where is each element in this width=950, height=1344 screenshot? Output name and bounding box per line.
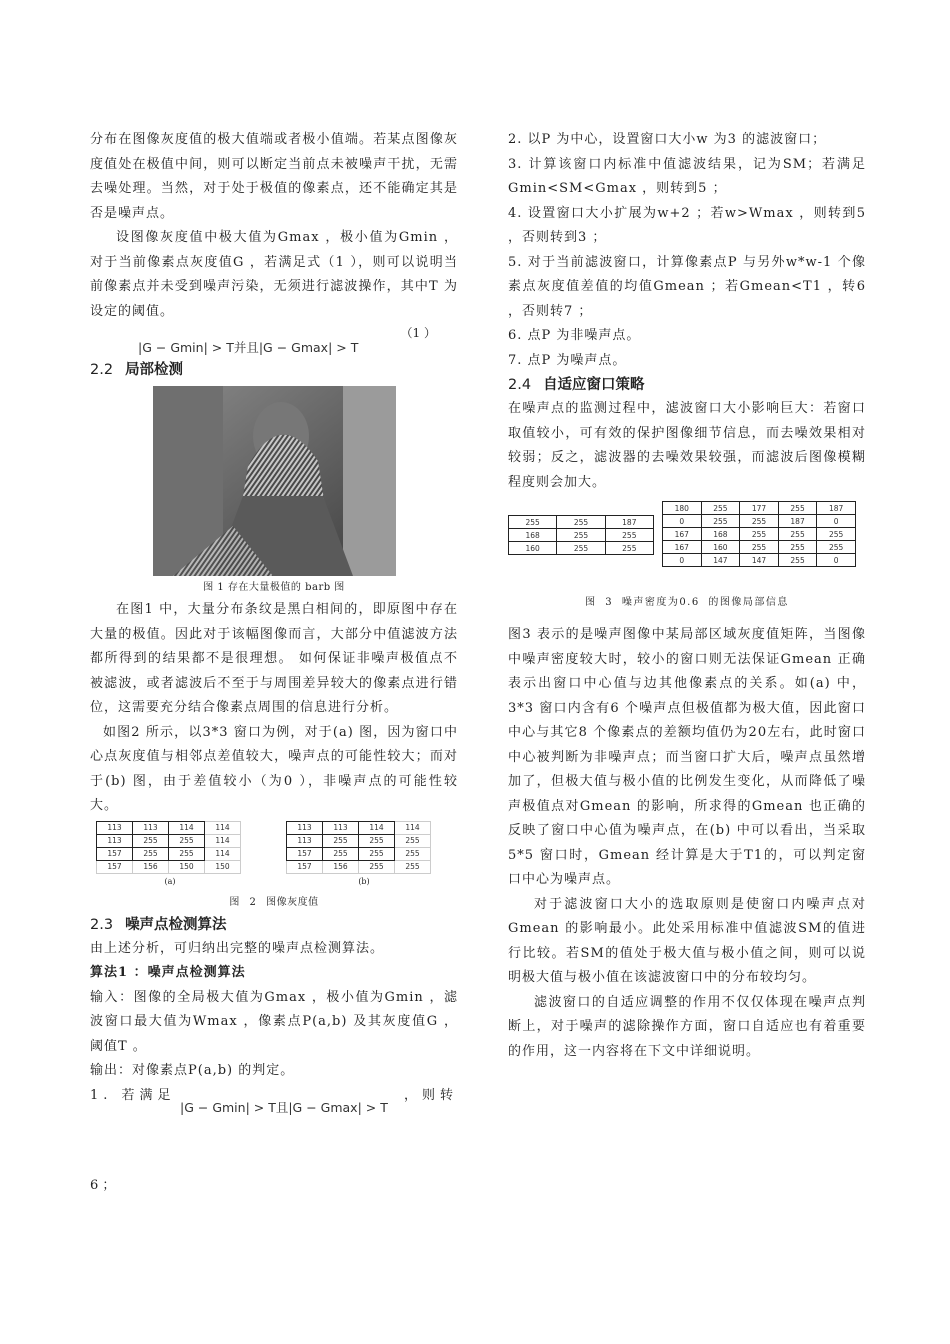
- paragraph: 滤波窗口的自适应调整的作用不仅仅体现在噪声点判断上，对于噪声的滤除操作方面，窗口自适应也有着重要的作用，这一内容将在下文中详细说明。: [508, 994, 866, 1059]
- grid-cell: 255: [817, 541, 856, 554]
- figure-3-caption: 图 3 噪声密度为0.6 的图像局部信息: [585, 597, 789, 608]
- grid-cell: 255: [395, 834, 431, 847]
- grid-cell: 113: [323, 821, 359, 834]
- grid-cell: 255: [778, 502, 817, 515]
- grid-cell: 187: [817, 502, 856, 515]
- grid-cell: 113: [133, 821, 169, 834]
- right-column: [508, 128, 866, 1064]
- formula: |G − Gmin| > T且|G − Gmax| > T: [180, 1099, 388, 1115]
- grid-cell: 255: [605, 529, 653, 542]
- algorithm-input: 输入：图像的全局极大值为Gmax ，极小值为Gmin ，滤波窗口最大值为Wmax ，像素点P(a,b) 及其灰度值G ，阈值T 。: [90, 989, 458, 1054]
- algorithm-title: 算法1 ：噪声点检测算法: [90, 965, 246, 980]
- paragraph: 设图像灰度值中极大值为Gmax ，极小值为Gmin ，对于当前像素点灰度值G ，若满足式（1 ），则可以说明当前像素点并未受到噪声污染，无须进行滤波操作，其中T 为设定的阈值。: [90, 230, 458, 319]
- paragraph: 在图1 中，大量分布条纹是黑白相间的，即原图中存在大量的极值。因此对于该幅图像而言，大部分中值滤波方法都所得到的结果都不是很理想。 如何保证非噪声极值点不被滤波，或者滤波后不至于与周围差异较大的像素点进行错位，这需要充分结合像素点周围的信息进行分析。: [90, 602, 458, 715]
- step-text: ，则转: [403, 1087, 458, 1103]
- algorithm-step: 5. 对于当前滤波窗口，计算像素点P 与另外w*w-1 个像素点灰度值差值的均值Gmean ；若Gmean<T1 ，转6 ，否则转7 ；: [508, 254, 866, 319]
- grid-cell: 255: [323, 834, 359, 847]
- grid-b: [286, 821, 431, 874]
- figure-2: [90, 821, 458, 893]
- paragraph: 由上述分析，可归纳出完整的噪声点检测算法。: [90, 940, 385, 956]
- grid-cell: 255: [557, 516, 605, 529]
- grid-cell: 160: [701, 541, 740, 554]
- barb-image: [153, 386, 396, 576]
- grid-cell: 147: [740, 554, 779, 567]
- paragraph: 对于滤波窗口大小的选取原则是使窗口内噪声点对Gmean 的影响最小。此处采用标准中值滤波SM的值进行比较。若SM的值处于极大值与极小值之间，则可以说明极大值与极小值在该滤波窗口中的分布较均匀。: [508, 896, 866, 985]
- grid-cell: 150: [169, 860, 205, 873]
- grid-cell: 255: [359, 847, 395, 860]
- algorithm-step: 6. 点P 为非噪声点。: [508, 328, 641, 343]
- grid-cell: 114: [395, 821, 431, 834]
- grid-cell: 113: [97, 834, 133, 847]
- grid-cell: 157: [287, 847, 323, 860]
- grid-cell: 168: [509, 529, 557, 542]
- grid-cell: 255: [359, 860, 395, 873]
- algorithm-step-1: [90, 1084, 458, 1114]
- step-continuation: 6 ；: [90, 1178, 116, 1193]
- figure-2-label-a: (a): [164, 876, 176, 886]
- grid-cell: 255: [395, 860, 431, 873]
- paragraph: 分布在图像灰度值的极大值端或者极小值端。若某点图像灰度值处在极值中间，则可以断定当前点未被噪声干扰，无需去噪处理。当然，对于处于极值的像素点，还不能确定其是否是噪声点。: [90, 132, 458, 221]
- grid-cell: 167: [663, 528, 702, 541]
- grid-cell: 0: [817, 515, 856, 528]
- grid-cell: 113: [287, 821, 323, 834]
- grid-cell: 255: [778, 554, 817, 567]
- equation-number: （1 ）: [400, 326, 436, 340]
- paragraph: 在噪声点的监测过程中，滤波窗口大小影响巨大：若窗口取值较小，可有效的保护图像细节信息，而去噪效果相对较弱；反之，滤波器的去噪效果较强，而滤波后图像模糊程度则会加大。: [508, 401, 866, 490]
- grid-cell: 114: [205, 847, 241, 860]
- grid-cell: 255: [701, 515, 740, 528]
- grid-5x5: [662, 501, 856, 567]
- grid-cell: 255: [169, 834, 205, 847]
- grid-cell: 255: [740, 541, 779, 554]
- figure-3: [508, 499, 866, 577]
- grid-cell: 157: [287, 860, 323, 873]
- grid-cell: 255: [778, 528, 817, 541]
- paragraph: 如图2 所示，以3*3 窗口为例，对于(a) 图，因为窗口中心点灰度值与相邻点差值较大，噪声点的可能性较大；而对于(b) 图，由于差值较小（为0 ），非噪声点的可能性较大。: [90, 724, 458, 813]
- left-column: [90, 128, 458, 1114]
- figure-2-label-b: (b): [358, 876, 370, 886]
- grid-cell: 255: [133, 847, 169, 860]
- grid-cell: 168: [701, 528, 740, 541]
- algorithm-output: 输出：对像素点P(a,b) 的判定。: [90, 1063, 295, 1078]
- grid-cell: 156: [133, 860, 169, 873]
- grid-cell: 255: [323, 847, 359, 860]
- grid-cell: 114: [169, 821, 205, 834]
- figure-1-caption: 图 1 存在大量极值的 barb 图: [203, 582, 345, 593]
- step-text: 1. 若满足: [90, 1087, 176, 1103]
- grid-cell: 114: [359, 821, 395, 834]
- grid-cell: 150: [205, 860, 241, 873]
- formula: |G − Gmin| > T并且|G − Gmax| > T: [138, 340, 359, 355]
- grid-cell: 0: [663, 554, 702, 567]
- grid-cell: 180: [663, 502, 702, 515]
- grid-cell: 0: [817, 554, 856, 567]
- grid-cell: 255: [740, 515, 779, 528]
- grid-cell: 0: [663, 515, 702, 528]
- figure-2-caption: 图 2 图像灰度值: [229, 896, 319, 908]
- grid-a: [96, 821, 241, 874]
- section-heading-2-4: 2.4 自适应窗口策略: [508, 377, 645, 393]
- grid-cell: 255: [509, 516, 557, 529]
- grid-cell: 255: [169, 847, 205, 860]
- algorithm-step: 4. 设置窗口大小扩展为w+2 ；若w>Wmax ，则转到5 ，否则转到3 ；: [508, 205, 866, 245]
- grid-cell: 187: [778, 515, 817, 528]
- grid-cell: 113: [287, 834, 323, 847]
- grid-cell: 255: [133, 834, 169, 847]
- grid-cell: 157: [97, 860, 133, 873]
- grid-cell: 255: [740, 528, 779, 541]
- grid-cell: 157: [97, 847, 133, 860]
- grid-cell: 255: [395, 847, 431, 860]
- grid-cell: 255: [701, 502, 740, 515]
- grid-cell: 167: [663, 541, 702, 554]
- grid-cell: 177: [740, 502, 779, 515]
- equation-1: [90, 324, 458, 358]
- grid-cell: 160: [509, 542, 557, 555]
- grid-cell: 255: [817, 528, 856, 541]
- grid-3x3: [508, 515, 654, 555]
- paragraph: 图3 表示的是噪声图像中某局部区域灰度值矩阵，当图像中噪声密度较大时，较小的窗口则无法保证Gmean 正确表示出窗口中心值与边其他像素点的关系。如(a) 中，3*3 窗口内含有6 个噪声点但极值都为极大值，因此窗口中心与其它8 个像素点的差额均值仍为20左右，此时窗口中心被判断为非噪声点；而当窗口扩大后，噪声点虽然增加了，但极大值与极小值的比例发生变化，从而降低了噪声极值点对Gmean 的影响，所求得的Gmean 也正确的反映了窗口中心值为噪声点，在(b) 中可以看出，当采取5*5 窗口时，Gmean 经计算是大于T1的，可以判定窗口中心为噪声点。: [508, 627, 866, 887]
- grid-cell: 255: [557, 529, 605, 542]
- grid-cell: 255: [359, 834, 395, 847]
- algorithm-step: 7. 点P 为噪声点。: [508, 352, 627, 368]
- grid-cell: 187: [605, 516, 653, 529]
- grid-cell: 255: [605, 542, 653, 555]
- grid-cell: 114: [205, 834, 241, 847]
- section-heading-2-3: 2.3 噪声点检测算法: [90, 916, 227, 933]
- algorithm-step: 2. 以P 为中心，设置窗口大小w 为3 的滤波窗口；: [508, 132, 827, 147]
- section-heading-2-2: 2.2 局部检测: [90, 362, 184, 378]
- algorithm-step: 3. 计算该窗口内标准中值滤波结果，记为SM；若满足Gmin<SM<Gmax ，则转到5 ；: [508, 156, 866, 196]
- grid-cell: 255: [778, 541, 817, 554]
- grid-cell: 147: [701, 554, 740, 567]
- grid-cell: 113: [97, 821, 133, 834]
- grid-cell: 114: [205, 821, 241, 834]
- grid-cell: 156: [323, 860, 359, 873]
- grid-cell: 255: [557, 542, 605, 555]
